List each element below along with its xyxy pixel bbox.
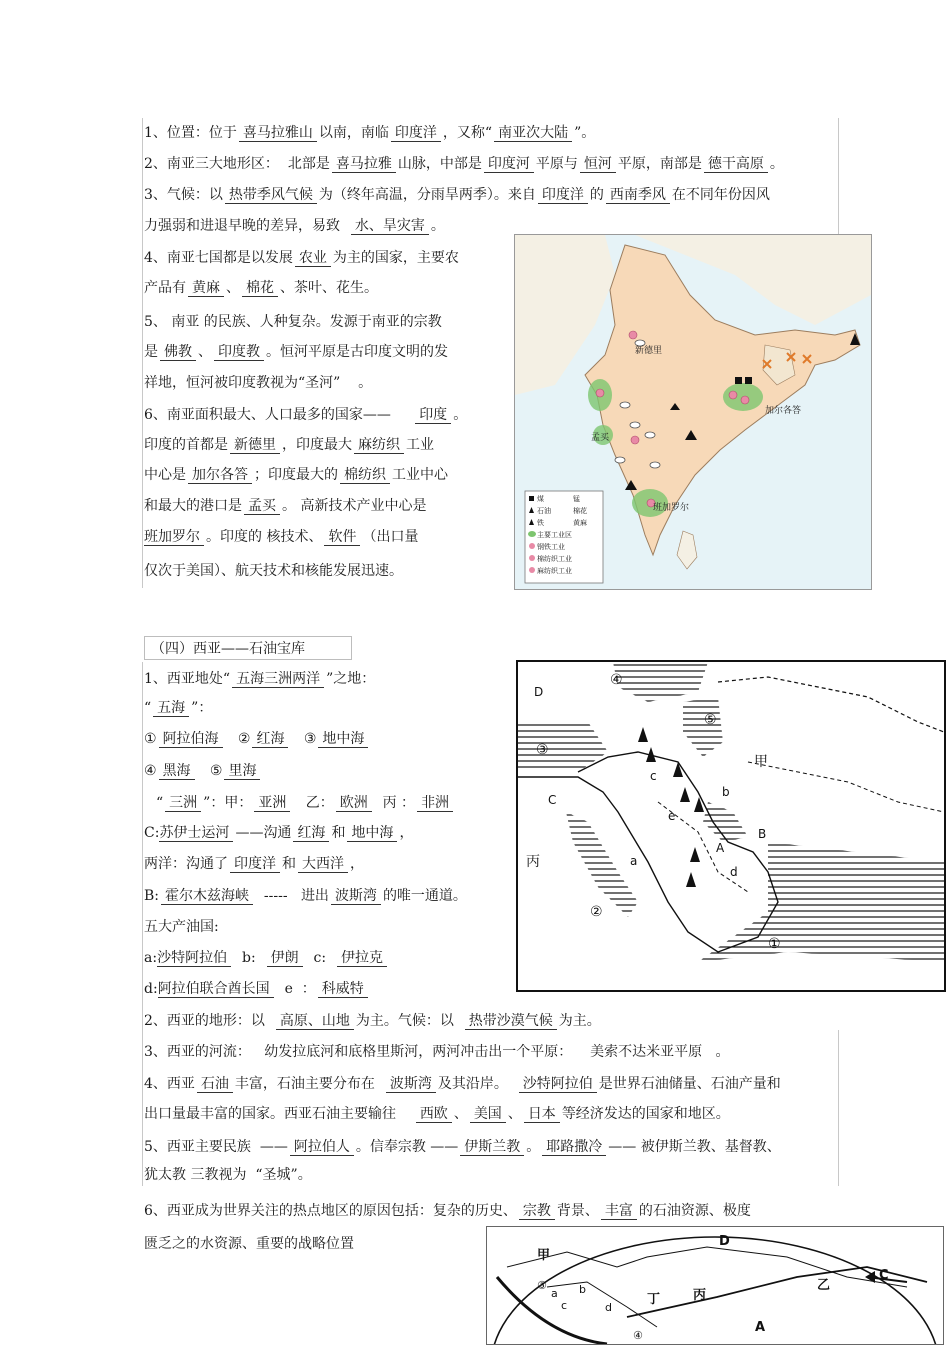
wa-line-5: “ 三洲 ”：甲： 亚洲 乙： 欧洲 丙 ： 非洲 xyxy=(156,794,455,812)
map-sea-5: ⑤ xyxy=(704,712,717,728)
sa-line-11: 印度的首都是 新德里 ，印度最大 麻纺织 工业 xyxy=(144,437,434,453)
west-asia-map-svg xyxy=(518,662,944,990)
label-bangalore: 班加罗尔 xyxy=(653,503,690,513)
sa-line-10: 6、南亚面积最大、人口最多的国家—— 印度 。 xyxy=(144,407,468,423)
sa-line-2: 2、南亚三大地形区： 北部是 喜马拉雅 山脉，中部是 印度河 平原与 恒河 平原，南部是 德干高原 。 xyxy=(144,156,784,172)
india-map xyxy=(514,234,872,590)
section-title-west-asia: （四）西亚——石油宝库 xyxy=(144,636,352,660)
map-country-d: d xyxy=(730,865,738,879)
world-label-bing: 丙 xyxy=(693,1288,707,1303)
left-rule-2 xyxy=(142,662,143,1186)
wa-line-10: a:沙特阿拉伯 b: 伊朗 c: 伊拉克 xyxy=(144,949,389,967)
world-route-map-svg xyxy=(487,1227,943,1344)
legend-cotton-textile: 棉纺织工业 xyxy=(537,555,572,563)
sa-line-7: 5、 南亚 的民族、人种复杂。发源于南亚的宗教 xyxy=(144,314,442,330)
sa-line-8: 是 佛教 、 印度教 。恒河平原是古印度文明的发 xyxy=(144,344,448,360)
sa-line-6: 产品有 黄麻 、 棉花 、茶叶、花生。 xyxy=(144,280,378,296)
wa-line-4: ④ 黑海 ⑤ 里海 xyxy=(144,762,262,780)
india-map-svg xyxy=(515,235,871,589)
wa-line-16: 5、西亚主要民族 —— 阿拉伯人 。信奉宗教 —— 伊斯兰教 。 耶路撒冷 —— 被伊斯兰教、基督教、 xyxy=(144,1139,781,1155)
sa-line-12: 中心是 加尔各答 ；印度最大的 棉纺织 工业中心 xyxy=(144,467,448,483)
world-route-map xyxy=(486,1226,944,1345)
wa-line-12: 2、西亚的地形：以 高原、山地 为主。气候：以 热带沙漠气候 为主。 xyxy=(144,1013,601,1029)
map-country-b: b xyxy=(722,785,730,799)
sa-line-13: 和最大的港口是 孟买 。 高新技术产业中心是 xyxy=(144,498,427,514)
wa-line-8: B: 霍尔木兹海峡 ----- 进出 波斯湾 的唯一通道。 xyxy=(144,888,467,904)
world-label-c: c xyxy=(561,1299,568,1312)
wa-line-3: ① 阿拉伯海 ② 红海 ③ 地中海 xyxy=(144,730,370,748)
legend-oil: 石油 xyxy=(537,507,551,515)
legend-jute-textile: 麻纺织工业 xyxy=(537,567,572,575)
label-new-delhi: 新德里 xyxy=(635,346,663,356)
world-label-C: C xyxy=(879,1268,889,1283)
legend-cotton: 棉花 xyxy=(573,507,587,515)
map-country-e: e xyxy=(668,809,676,823)
label-kolkata: 加尔各答 xyxy=(765,406,802,416)
map-point-A: A xyxy=(716,841,725,855)
map-point-C: C xyxy=(548,793,557,807)
map-country-c: c xyxy=(650,769,657,783)
label-mumbai: 孟买 xyxy=(591,433,610,443)
world-label-a: a xyxy=(551,1287,558,1300)
west-asia-map xyxy=(516,660,946,992)
wa-line-7: 两洋：沟通了 印度洋 和 大西洋 ， xyxy=(144,856,364,872)
sa-line-14: 班加罗尔 。印度的 核技术、 软件 （出口量 xyxy=(144,529,419,545)
sa-line-4: 力强弱和进退早晚的差异，易致 水、旱灾害 。 xyxy=(144,218,445,234)
wa-line-14: 4、西亚 石油 丰富，石油主要分布在 波斯湾 及其沿岸。 沙特阿拉伯 是世界石油储量、石油产量和 xyxy=(144,1076,781,1092)
world-label-A: A xyxy=(755,1320,766,1335)
left-rule xyxy=(142,118,143,588)
map-sea-2: ② xyxy=(590,904,603,920)
right-rule xyxy=(838,118,839,236)
sa-line-1: 1、位置：位于 喜马拉雅山 以南，南临 印度洋 ，又称“ 南亚次大陆 ”。 xyxy=(144,125,596,141)
legend-coal: 煤 xyxy=(537,495,544,503)
wa-line-11: d:阿拉伯联合酋长国 e ： 科威特 xyxy=(144,980,370,998)
sa-line-15: 仅次于美国）、航天技术和核能发展迅速。 xyxy=(144,563,403,579)
legend-jute: 黄麻 xyxy=(573,519,587,527)
world-label-4: ④ xyxy=(633,1329,643,1342)
world-label-D: D xyxy=(719,1234,730,1249)
wa-line-13: 3、西亚的河流： 幼发拉底河和底格里斯河，两河冲击出一个平原： 美索不达米亚平原 。 xyxy=(144,1044,730,1060)
wa-line-19: 匮乏之的水资源、重要的战略位置 xyxy=(144,1236,354,1252)
sa-line-5: 4、南亚七国都是以发展 农业 为主的国家，主要农 xyxy=(144,250,459,266)
map-sea-4: ④ xyxy=(610,672,623,688)
wa-line-1: 1、西亚地处“ 五海三洲两洋 ”之地： xyxy=(144,671,376,687)
map-sea-1: ① xyxy=(768,936,781,952)
map-point-B: B xyxy=(758,827,767,841)
world-label-jia: 甲 xyxy=(537,1248,551,1263)
legend-manganese: 锰 xyxy=(573,495,580,503)
legend-steel: 钢铁工业 xyxy=(537,543,565,551)
map-continent-jia: 甲 xyxy=(754,754,768,770)
sa-line-9: 祥地，恒河被印度教视为“圣河” 。 xyxy=(144,375,373,391)
map-sea-3: ③ xyxy=(536,742,549,758)
wa-line-2: “ 五海 ”： xyxy=(144,700,213,716)
wa-line-6: C:苏伊士运河 ——沟通 红海 和 地中海 ， xyxy=(144,825,414,841)
map-point-D: D xyxy=(534,685,544,699)
map-continent-bing: 丙 xyxy=(526,854,540,870)
wa-line-15: 出口量最丰富的国家。西亚石油主要输往 西欧 、 美国 、 日本 等经济发达的国家和地区。 xyxy=(144,1106,730,1122)
map-country-a: a xyxy=(630,854,638,868)
world-label-yi: 乙 xyxy=(817,1278,831,1293)
legend-industrial-zone: 主要工业区 xyxy=(537,531,572,539)
wa-line-18: 6、西亚成为世界关注的热点地区的原因包括：复杂的历史、 宗教 背景、 丰富 的石油资源、极度 xyxy=(144,1203,751,1219)
wa-line-9: 五大产油国: xyxy=(144,919,219,935)
world-label-d: d xyxy=(605,1301,612,1314)
sa-line-3: 3、气候：以 热带季风气候 为（终年高温，分雨旱两季）。来自 印度洋 的 西南季风 在不同年份因风 xyxy=(144,187,770,203)
legend-iron: 铁 xyxy=(537,519,544,527)
world-label-ding: 丁 xyxy=(647,1292,661,1307)
right-rule-2 xyxy=(838,1030,839,1186)
world-label-b: b xyxy=(579,1283,586,1296)
wa-line-17: 犹太教 三教视为 “圣城”。 xyxy=(144,1167,312,1183)
world-label-3: ③ xyxy=(537,1279,547,1292)
